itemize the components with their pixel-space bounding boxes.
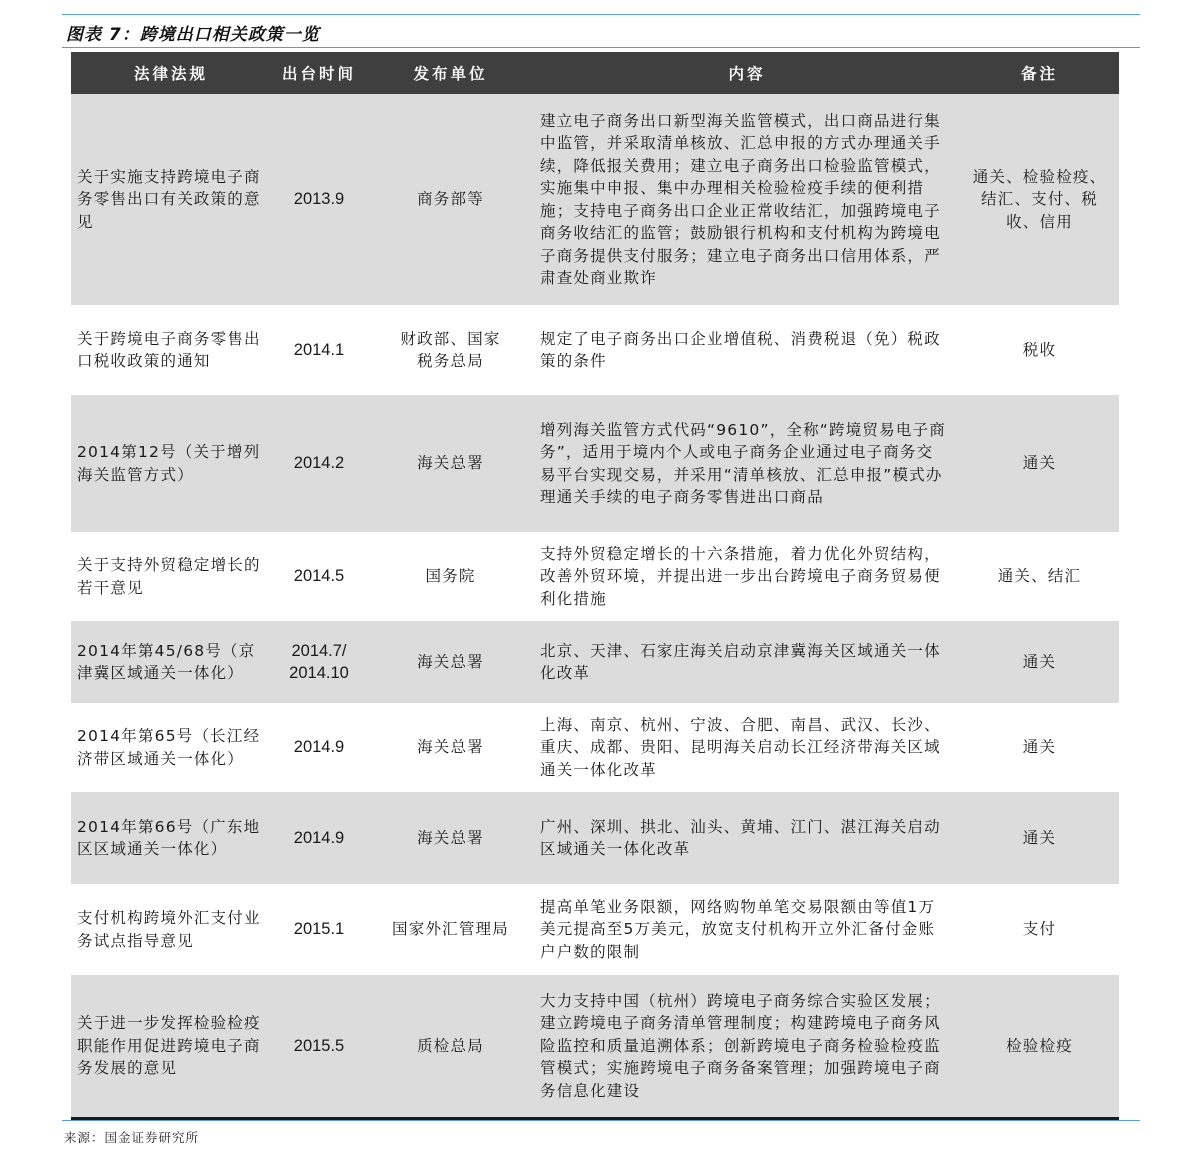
cell-content: 北京、天津、石家庄海关启动京津冀海关区域通关一体化改革 bbox=[534, 621, 960, 703]
cell-date: 2014.5 bbox=[271, 532, 367, 621]
header-law: 法律法规 bbox=[71, 52, 271, 94]
cell-date: 2014.1 bbox=[271, 305, 367, 395]
header-content: 内容 bbox=[534, 52, 960, 94]
cell-org: 海关总署 bbox=[367, 621, 534, 703]
cell-date: 2015.1 bbox=[271, 884, 367, 975]
cell-content: 提高单笔业务限额，网络购物单笔交易限额由等值1万美元提高至5万美元，放宽支付机构开立外汇备付金账户户数的限制 bbox=[534, 884, 960, 975]
cell-content: 大力支持中国（杭州）跨境电子商务综合实验区发展；建立跨境电子商务清单管理制度；构建跨境电子商务风险监控和质量追溯体系；创新跨境电子商务检验检疫监管模式；实施跨境电子商务备案管理；加强跨境电子商务信息化建设 bbox=[534, 975, 960, 1117]
policy-table bbox=[71, 52, 1119, 1117]
cell-date-text: 2014.7/ 2014.10 bbox=[289, 641, 349, 682]
cell-note: 通关 bbox=[960, 703, 1119, 792]
cell-law: 关于实施支持跨境电子商务零售出口有关政策的意见 bbox=[71, 94, 271, 305]
cell-org: 海关总署 bbox=[367, 792, 534, 884]
cell-note bbox=[960, 94, 1119, 305]
policy-table-wrapper bbox=[71, 52, 1119, 1120]
cell-date bbox=[271, 621, 367, 703]
source-bar bbox=[62, 1120, 1140, 1149]
cell-org: 国家外汇管理局 bbox=[367, 884, 534, 975]
cell-law: 2014年第66号（广东地区区域通关一体化） bbox=[71, 792, 271, 884]
table-row bbox=[71, 395, 1119, 532]
cell-org: 海关总署 bbox=[367, 703, 534, 792]
cell-note-text: 通关、检验检疫、结汇、支付、税收、信用 bbox=[972, 167, 1107, 231]
cell-note: 检验检疫 bbox=[960, 975, 1119, 1117]
table-row bbox=[71, 884, 1119, 975]
table-row bbox=[71, 703, 1119, 792]
cell-law: 关于进一步发挥检验检疫职能作用促进跨境电子商务发展的意见 bbox=[71, 975, 271, 1117]
source-note: 来源：国金证券研究所 bbox=[64, 1130, 200, 1145]
table-row bbox=[71, 305, 1119, 395]
table-row bbox=[71, 532, 1119, 621]
cell-note: 税收 bbox=[960, 305, 1119, 395]
cell-org: 海关总署 bbox=[367, 395, 534, 532]
cell-date: 2014.9 bbox=[271, 792, 367, 884]
cell-note: 支付 bbox=[960, 884, 1119, 975]
cell-law: 2014年第45/68号（京津冀区域通关一体化） bbox=[71, 621, 271, 703]
cell-org: 商务部等 bbox=[367, 94, 534, 305]
table-row bbox=[71, 621, 1119, 703]
header-org: 发布单位 bbox=[367, 52, 534, 94]
table-row bbox=[71, 975, 1119, 1117]
cell-date: 2014.9 bbox=[271, 703, 367, 792]
cell-content: 增列海关监管方式代码“9610”，全称“跨境贸易电子商务”，适用于境内个人或电子商务企业通过电子商务交易平台实现交易，并采用“清单核放、汇总申报”模式办理通关手续的电子商务零售进出口商品 bbox=[534, 395, 960, 532]
cell-org: 质检总局 bbox=[367, 975, 534, 1117]
cell-content: 广州、深圳、拱北、汕头、黄埔、江门、湛江海关启动区域通关一体化改革 bbox=[534, 792, 960, 884]
cell-note: 通关 bbox=[960, 395, 1119, 532]
cell-org bbox=[367, 305, 534, 395]
cell-law: 关于跨境电子商务零售出口税收政策的通知 bbox=[71, 305, 271, 395]
cell-law: 2014年第65号（长江经济带区域通关一体化） bbox=[71, 703, 271, 792]
figure-title: 图表 7：跨境出口相关政策一览 bbox=[66, 25, 320, 45]
table-row bbox=[71, 94, 1119, 305]
header-date: 出台时间 bbox=[271, 52, 367, 94]
cell-org: 国务院 bbox=[367, 532, 534, 621]
cell-content: 建立电子商务出口新型海关监管模式，出口商品进行集中监管，并采取清单核放、汇总申报的方式办理通关手续，降低报关费用；建立电子商务出口检验监管模式，实施集中申报、集中办理相关检验检疫手续的便利措施；支持电子商务出口企业正常收结汇，加强跨境电子商务收结汇的监管；鼓励银行机构和支付机构为跨境电子商务提供支付服务；建立电子商务出口信用体系，严肃查处商业欺诈 bbox=[534, 94, 960, 305]
table-header-row bbox=[71, 52, 1119, 94]
cell-note: 通关 bbox=[960, 792, 1119, 884]
cell-org-text: 财政部、国家税务总局 bbox=[400, 329, 501, 370]
cell-date: 2015.5 bbox=[271, 975, 367, 1117]
cell-content: 上海、南京、杭州、宁波、合肥、南昌、武汉、长沙、重庆、成都、贵阳、昆明海关启动长江经济带海关区域通关一体化改革 bbox=[534, 703, 960, 792]
table-row bbox=[71, 792, 1119, 884]
header-note: 备注 bbox=[960, 52, 1119, 94]
cell-note: 通关、结汇 bbox=[960, 532, 1119, 621]
cell-law: 支付机构跨境外汇支付业务试点指导意见 bbox=[71, 884, 271, 975]
cell-law: 关于支持外贸稳定增长的若干意见 bbox=[71, 532, 271, 621]
cell-law: 2014第12号（关于增列海关监管方式） bbox=[71, 395, 271, 532]
figure-title-bar bbox=[62, 14, 1140, 48]
cell-date: 2014.2 bbox=[271, 395, 367, 532]
cell-note: 通关 bbox=[960, 621, 1119, 703]
cell-date: 2013.9 bbox=[271, 94, 367, 305]
cell-content: 规定了电子商务出口企业增值税、消费税退（免）税政策的条件 bbox=[534, 305, 960, 395]
cell-content: 支持外贸稳定增长的十六条措施，着力优化外贸结构，改善外贸环境，并提出进一步出台跨境电子商务贸易便利化措施 bbox=[534, 532, 960, 621]
